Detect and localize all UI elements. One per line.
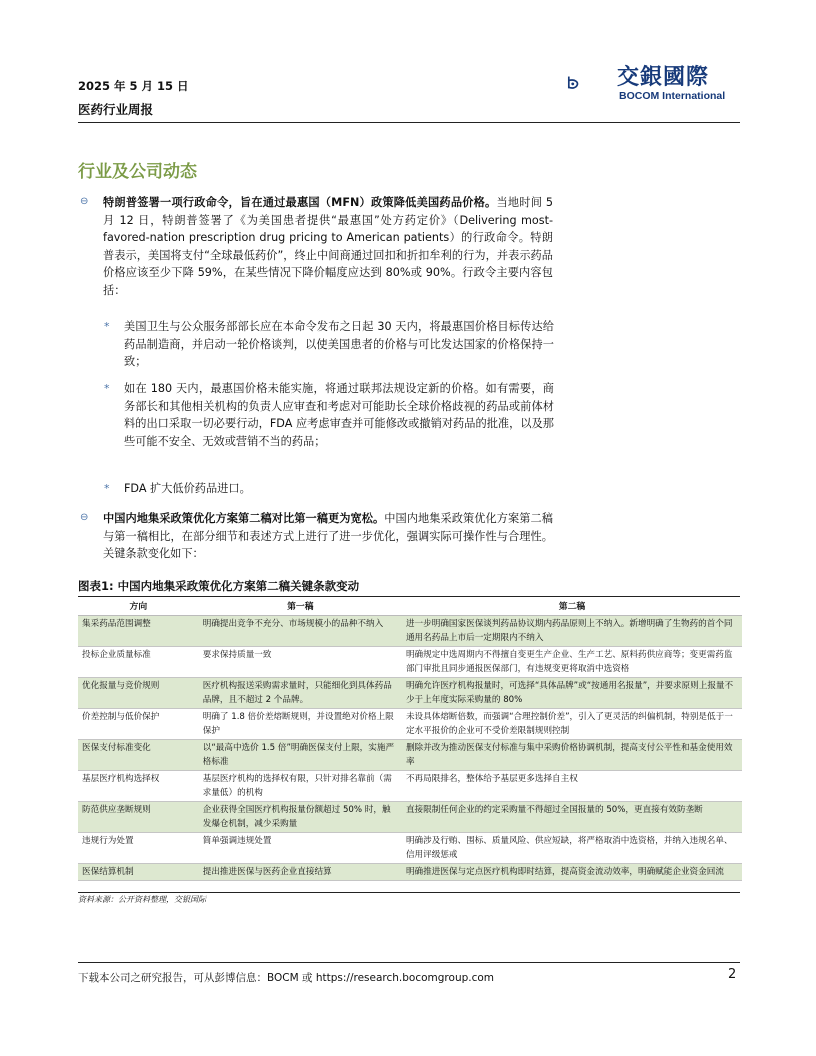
table-cell: 企业获得全国医疗机构报量份额超过 50% 时，触发爆仓机制，减少采购量 [199, 802, 402, 833]
column-header: 第二稿 [402, 599, 742, 616]
table-cell: 提出推进医保与医药企业直接结算 [199, 864, 402, 881]
table-cell: 基层医疗机构的选择权有限，只针对排名靠前（需求量低）的机构 [199, 771, 402, 802]
list-item: FDA 扩大低价药品进口。 [124, 482, 251, 495]
paragraph-vbp-policy [103, 510, 553, 563]
asterisk-bullet-icon: * [104, 382, 110, 395]
table-cell: 集采药品范围调整 [78, 616, 199, 647]
table-cell: 明确提出竞争不充分、市场规模小的品种不纳入 [199, 616, 402, 647]
table-row [78, 771, 742, 802]
table-cell: 医保支付标准变化 [78, 740, 199, 771]
column-header: 第一稿 [199, 599, 402, 616]
paragraph-lead: 中国内地集采政策优化方案第二稿对比第一稿更为宽松。 [103, 512, 385, 525]
paragraph-trump-mfn [103, 194, 553, 300]
table-cell: 删除并改为推动医保支付标准与集中采购价格协调机制，提高支付公平性和基金使用效率 [402, 740, 742, 771]
table-header-row [78, 599, 742, 616]
table-cell: 医疗机构报送采购需求量时，只能细化到具体药品品牌，且不超过 2 个品牌。 [199, 678, 402, 709]
table-row [78, 616, 742, 647]
column-header: 方向 [78, 599, 199, 616]
table-row [78, 678, 742, 709]
logo-english-name: BOCOM International [619, 90, 726, 102]
policy-comparison-table [78, 599, 742, 881]
table-row [78, 647, 742, 678]
table-cell: 明确规定中选周期内不得擅自变更生产企业、生产工艺、原料药供应商等；变更需药监部门审批且同步通报医保部门，有违规变更将取消中选资格 [402, 647, 742, 678]
table-cell: 优化报量与竞价规则 [78, 678, 199, 709]
report-date: 2025 年 5 月 15 日 [78, 79, 189, 93]
table-row [78, 833, 742, 864]
table-cell: 以“最高中选价 1.5 倍”明确医保支付上限，实施严格标准 [199, 740, 402, 771]
footer-divider [78, 962, 740, 963]
table-cell: 防范供应垄断规则 [78, 802, 199, 833]
table-cell: 不再局限排名，整体给予基层更多选择自主权 [402, 771, 742, 802]
table-cell: 进一步明确国家医保谈判药品协议期内药品原则上不纳入。新增明确了生物药的首个同通用名药品上市后一定期限内不纳入 [402, 616, 742, 647]
table-cell: 基层医疗机构选择权 [78, 771, 199, 802]
header-divider [78, 122, 740, 123]
page-number: 2 [728, 967, 737, 982]
table-cell: 直接限制任何企业的约定采购量不得超过全国报量的 50%，更直接有效防垄断 [402, 802, 742, 833]
table-cell: 简单强调违规处置 [199, 833, 402, 864]
table-cell: 要求保持质量一致 [199, 647, 402, 678]
asterisk-bullet-icon: * [104, 320, 110, 333]
table-cell: 未设具体熔断倍数，而强调“合理控制价差”，引入了更灵活的纠偏机制，特别是低于一定水平报价的企业可不受价差限制规则控制 [402, 709, 742, 740]
bocom-logo-icon [566, 58, 616, 108]
table-top-rule [78, 596, 740, 597]
table-cell: 明确推进医保与定点医疗机构即时结算，提高资金流动效率，明确赋能企业资金回流 [402, 864, 742, 881]
paragraph-lead: 特朗普签署一项行政命令，旨在通过最惠国（MFN）政策降低美国药品价格。 [103, 196, 497, 209]
paragraph-body: 中国内地集采政策优化方案第二稿与第一稿相比，在部分细节和表述方式上进行了进一步优化，强调实际可操作性与合理性。关键条款变化如下： [103, 512, 553, 561]
table-cell: 明确允许医疗机构报量时，可选择“具体品牌”或“按通用名报量”，并要求原则上报量不少于上年度实际采购量的 80% [402, 678, 742, 709]
section-title: 行业及公司动态 [78, 162, 197, 182]
table-row [78, 802, 742, 833]
circle-minus-icon: ⊖ [80, 196, 89, 207]
list-item: 美国卫生与公众服务部部长应在本命令发布之日起 30 天内，将最惠国价格目标传达给药品制造商，并启动一轮价格谈判，以使美国患者的价格与可比发达国家的价格保持一致； [124, 320, 554, 369]
table-cell: 违规行为处置 [78, 833, 199, 864]
source-note: 资料来源：公开资料整理，交银国际 [78, 895, 206, 904]
asterisk-bullet-icon: * [104, 482, 110, 495]
circle-minus-icon: ⊖ [80, 512, 89, 523]
logo-chinese-name: 交銀國際 [617, 64, 710, 90]
table-bottom-rule [78, 892, 740, 893]
table-row [78, 864, 742, 881]
table-cell: 价差控制与低价保护 [78, 709, 199, 740]
list-item: 如在 180 天内，最惠国价格未能实施，将通过联邦法规设定新的价格。如有需要，商务部长和其他相关机构的负责人应审查和考虑对可能助长全球价格歧视的药品或前体材料的出口采取一切必要行动，FDA 应考虑审查并可能修改或撤销对药品的批准，以及那些可能不安全、无效或营销不当的药品； [124, 382, 554, 448]
table-cell: 投标企业质量标准 [78, 647, 199, 678]
table-cell: 明确了 1.8 倍价差熔断规则，并设置绝对价格上限保护 [199, 709, 402, 740]
table-cell: 医保结算机制 [78, 864, 199, 881]
table-title: 图表1: 中国内地集采政策优化方案第二稿关键条款变动 [78, 579, 360, 593]
report-type: 医药行业周报 [78, 102, 154, 117]
table-row [78, 740, 742, 771]
footer-download-note: 下载本公司之研究报告，可从彭博信息：BOCM 或 https://research.bocomgroup.com [78, 972, 495, 984]
table-row [78, 709, 742, 740]
table-cell: 明确涉及行贿、围标、质量风险、供应短缺，将严格取消中选资格，并纳入违规名单、信用评级惩戒 [402, 833, 742, 864]
paragraph-body: 当地时间 5 月 12 日，特朗普签署了《为美国患者提供“最惠国”处方药定价》（Delivering most-favored-nation prescription drug pricing to American patients）的行政命令。特朗普表示，美国将支付“全球最低药价”，终止中间商通过回扣和折扣牟利的行为，并表示药品价格应该至少下降 59%，在某些情况下降价幅度应达到 80%或 90%。行政令主要内容包括： [103, 196, 554, 297]
